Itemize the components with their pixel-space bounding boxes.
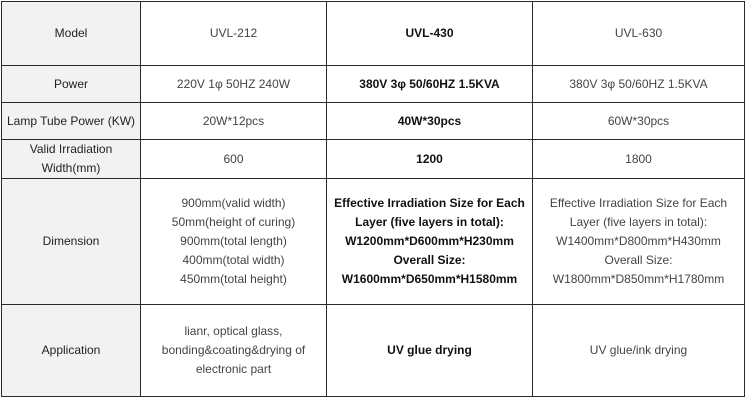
dimension-uvl-630 [533,179,745,305]
table-row-lamp-tube-power [2,103,745,140]
row-label-model: Model [2,2,141,66]
lamp-power-uvl-212: 20W*12pcs [141,103,327,140]
dimension-line: Layer (five layers in total): [355,215,504,229]
irradiation-width-uvl-430: 1200 [327,140,533,179]
lamp-power-uvl-630: 60W*30pcs [533,103,745,140]
irradiation-width-uvl-212: 600 [141,140,327,179]
table-row-power [2,66,745,103]
spec-table [1,1,745,397]
dimension-line: 450mm(total height) [180,272,287,286]
dimension-line: W1800mm*D850mm*H1780mm [552,272,725,286]
dimension-uvl-212 [141,179,327,305]
row-label-application: Application [2,305,141,397]
irradiation-width-uvl-630: 1800 [533,140,745,179]
dimension-line: Overall Size: [604,253,673,267]
dimension-line: W1200mm*D600mm*H230mm [345,234,514,248]
row-label-valid-irradiation-width [2,140,141,179]
table-row-valid-irradiation-width [2,140,745,179]
application-uvl-630 [533,305,745,397]
table-row-dimension [2,179,745,305]
model-uvl-630: UVL-630 [533,2,745,66]
lamp-power-uvl-430: 40W*30pcs [327,103,533,140]
dimension-line: Layer (five layers in total): [569,215,708,229]
dimension-line: Effective Irradiation Size for Each [549,196,728,210]
table-row-application [2,305,745,397]
row-label-lamp-tube-power: Lamp Tube Power (KW) [2,103,141,140]
power-uvl-212: 220V 1φ 50HZ 240W [141,66,327,103]
application-line: UV glue drying [387,343,472,357]
application-uvl-430 [327,305,533,397]
dimension-line: 50mm(height of curing) [171,215,296,229]
label-line: Valid Irradiation [29,142,113,156]
application-line: UV glue/ink drying [589,343,688,357]
application-line: electronic part [195,362,272,376]
dimension-uvl-430 [327,179,533,305]
model-uvl-430: UVL-430 [327,2,533,66]
application-line: bonding&coating&drying of [161,343,306,357]
dimension-line: W1600mm*D650mm*H1580mm [341,272,518,286]
row-label-power: Power [2,66,141,103]
dimension-line: W1400mm*D800mm*H430mm [556,234,721,248]
table-row-model [2,2,745,66]
dimension-line: 900mm(total length) [180,234,287,248]
power-uvl-430: 380V 3φ 50/60HZ 1.5KVA [327,66,533,103]
dimension-line: 400mm(total width) [182,253,285,267]
label-line: Width(mm) [41,161,101,175]
dimension-line: Effective Irradiation Size for Each [334,196,525,210]
dimension-line: Overall Size: [393,253,466,267]
dimension-line: 900mm(valid width) [181,196,286,210]
model-uvl-212: UVL-212 [141,2,327,66]
application-uvl-212 [141,305,327,397]
power-uvl-630: 380V 3φ 50/60HZ 1.5KVA [533,66,745,103]
row-label-dimension: Dimension [2,179,141,305]
application-line: lianr, optical glass, [184,324,283,338]
